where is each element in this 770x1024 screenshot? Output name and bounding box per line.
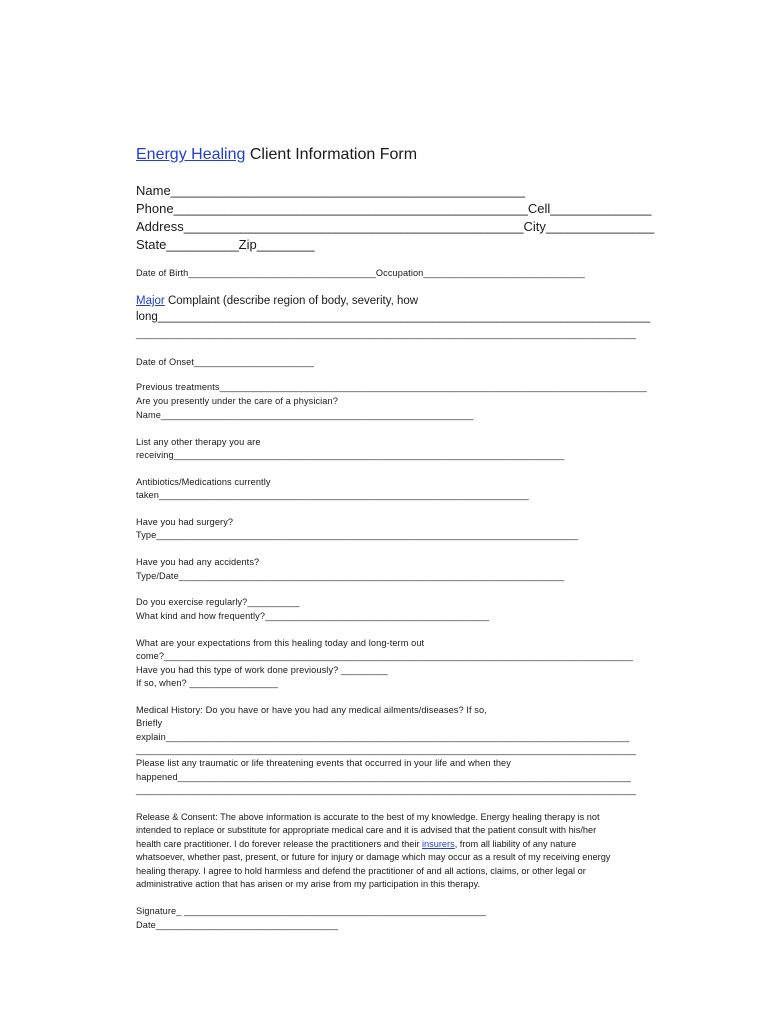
address-field[interactable]: Address_______________________________________________ [136,219,524,234]
release-line: healing therapy. I agree to hold harmless and defend the practitioner of and all actions, claims, or other legal or [136,865,586,876]
traumatic-events-question: Please list any traumatic or life threatening events that occurred in your life and when they [136,758,511,768]
phone-row [136,201,652,216]
phone-field[interactable]: Phone_________________________________________________ [136,201,528,216]
other-therapy-field[interactable]: receiving___________________________________________________________________________ [136,450,565,460]
medical-history-briefly: Briefly [136,718,163,728]
previous-treatments-field[interactable]: Previous treatments__________________________________________________________________________________ [136,382,647,392]
cell-field[interactable]: Cell______________ [527,201,652,216]
medications-question: Antibiotics/Medications currently [136,477,271,487]
release-line: intended to replace or substitute for appropriate medical care and it is advised that the patient consult with his/her [136,825,597,836]
release-text: health care practitioner. I do forever release the practitioners and their [136,838,422,849]
form-title-rest: Client Information Form [245,146,418,163]
expectations-field[interactable]: come?__________________________________________________________________________________________ [136,651,633,661]
major-link[interactable]: Major [136,295,165,307]
release-text: , from all liability of any nature [454,838,577,849]
medical-history-question: Medical History: Do you have or have you had any medical ailments/diseases? If so, [136,705,487,715]
physician-question: Are you presently under the care of a physician? [136,396,338,406]
physician-name-field[interactable]: Name____________________________________________________________ [136,410,474,420]
traumatic-events-field-2[interactable]: ________________________________________________________________________________________________ [136,785,637,795]
complaint-text: Complaint (describe region of body, severity, how [164,295,419,307]
complaint-line-1[interactable]: long_____________________________________________________________________________ [136,311,651,323]
date-of-onset-field[interactable]: Date of Onset_______________________ [136,357,314,367]
previous-work-when-field[interactable]: If so, when? _________________ [136,678,278,688]
state-zip-field[interactable]: State__________Zip________ [136,237,315,252]
city-field[interactable]: City_______________ [523,219,655,234]
exercise-kind-field[interactable]: What kind and how frequently?___________________________________________ [136,611,490,621]
release-line: whatsoever, whether past, present, or future for injury or damage which may occur as a result of my receiving energy [136,852,611,863]
signature-field[interactable]: Signature_ __________________________________________________________ [136,906,487,916]
previous-work-field[interactable]: Have you had this type of work done previously? _________ [136,665,388,675]
complaint-line-2[interactable]: ________________________________________________________________________________________________ [136,329,637,339]
accidents-field[interactable]: Type/Date__________________________________________________________________________ [136,571,565,581]
energy-healing-link[interactable]: Energy Healing [136,146,246,163]
name-field[interactable]: Name_________________________________________________ [136,183,525,198]
other-therapy-question: List any other therapy you are [136,437,261,447]
address-row [136,219,654,234]
date-field[interactable]: Date___________________________________ [136,920,339,930]
surgery-question: Have you had surgery? [136,517,234,527]
medications-field[interactable]: taken_______________________________________________________________________ [136,490,529,500]
release-line [136,838,656,851]
medical-history-field[interactable]: explain_________________________________________________________________________________________ [136,732,630,742]
traumatic-events-field[interactable]: happened_______________________________________________________________________________________ [136,772,631,782]
release-consent-paragraph [136,811,656,891]
medical-history-field-2[interactable]: ________________________________________________________________________________________________ [136,745,637,755]
form-title [136,146,417,164]
release-line: administrative action that has arisen or my arise from my participation in this therapy. [136,879,480,890]
complaint-prompt [136,295,418,307]
accidents-question: Have you had any accidents? [136,557,260,567]
release-line: Release & Consent: The above information is accurate to the best of my knowledge. Energy healing therapy is not [136,812,600,822]
surgery-type-field[interactable]: Type_________________________________________________________________________________ [136,530,579,540]
expectations-question: What are your expectations from this healing today and long-term out [136,638,425,648]
insurers-link[interactable]: insurers [422,838,455,849]
exercise-field[interactable]: Do you exercise regularly?__________ [136,597,300,607]
dob-occupation-field[interactable]: Date of Birth____________________________________Occupation_______________________________ [136,268,585,278]
